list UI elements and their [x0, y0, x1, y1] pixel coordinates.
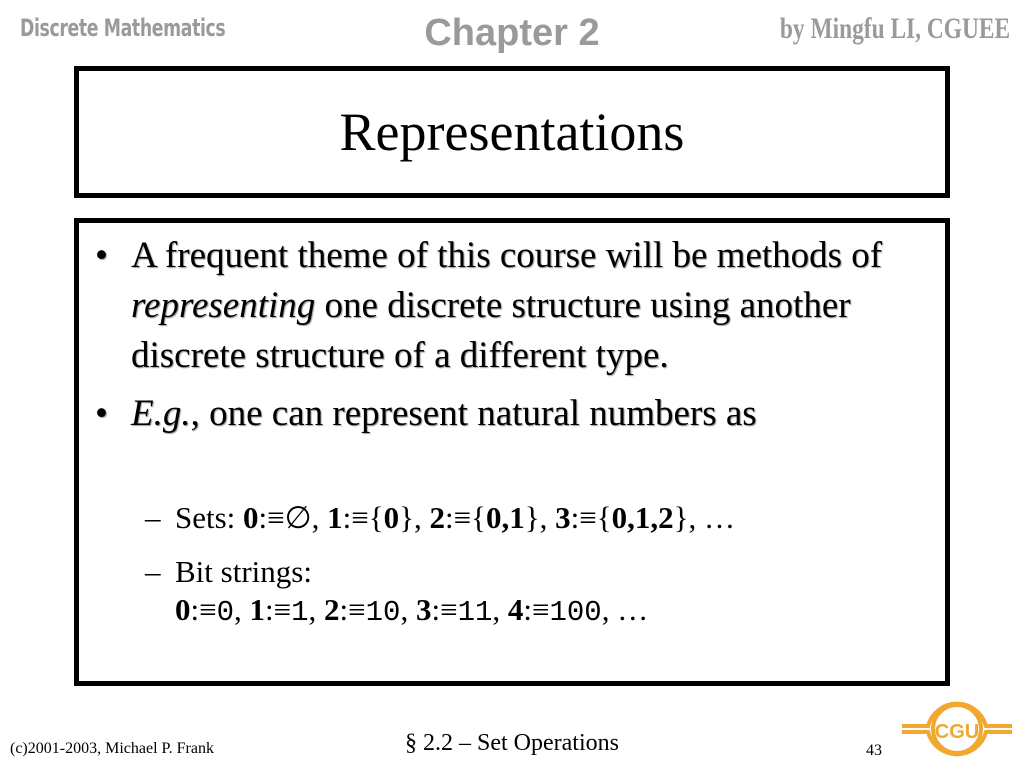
author-header: by Mingfu LI, CGUEE — [779, 12, 1010, 45]
logo-text: CGU — [934, 721, 980, 743]
chapter-header: Chapter 2 — [424, 12, 600, 54]
number-3: 3 — [555, 500, 571, 535]
slide-title: Representations — [339, 102, 685, 162]
equiv-sign: :≡ — [190, 592, 217, 627]
def-3-open: :≡{ — [570, 500, 612, 535]
bullet-emphasis: E.g. — [131, 393, 191, 434]
number-0: 0 — [243, 500, 259, 535]
number-1: 1 — [327, 500, 343, 535]
bullet-natural-numbers — [91, 389, 931, 439]
set-2-elements: 0,1 — [486, 500, 525, 535]
footer-section: § 2.2 – Set Operations — [405, 730, 619, 756]
cgu-logo-icon — [898, 686, 1016, 767]
bullet-icon: • — [95, 393, 108, 434]
dash-icon: – — [145, 554, 161, 589]
footer-copyright: (c)2001-2003, Michael P. Frank — [10, 740, 214, 757]
slide-title-box — [74, 66, 950, 198]
number-1: 1 — [249, 592, 266, 627]
separator: , — [234, 592, 250, 627]
bullet-icon: • — [95, 235, 108, 276]
separator: , … — [601, 592, 649, 627]
equiv-sign: :≡ — [265, 592, 292, 627]
bit-strings-definitions — [175, 591, 1015, 632]
number-2: 2 — [429, 500, 446, 535]
number-4: 4 — [507, 592, 524, 627]
bit-strings-label: Bit strings: — [175, 554, 312, 589]
def-2-close: }, — [524, 500, 556, 535]
bullet-text: one discrete structure using another discrete structure of a different type. — [131, 285, 851, 376]
course-title-header: Discrete Mathematics — [20, 14, 226, 42]
equiv-sign: :≡ — [431, 592, 458, 627]
set-1-elements: 0 — [383, 500, 400, 535]
bit-string-3: 11 — [457, 596, 493, 629]
def-0: :≡∅, — [258, 500, 328, 535]
number-2: 2 — [324, 592, 340, 627]
separator: , — [400, 592, 416, 627]
number-0: 0 — [175, 592, 191, 627]
def-3-close: }, … — [673, 500, 736, 535]
dash-icon: – — [145, 500, 161, 535]
set-3-elements: 0,1,2 — [611, 500, 674, 535]
separator: , — [308, 592, 325, 627]
bullet-list — [91, 231, 931, 447]
bit-string-1: 1 — [291, 596, 309, 629]
bit-string-0: 0 — [216, 596, 235, 629]
sets-label: Sets: — [175, 500, 244, 535]
bullet-text: A frequent theme of this course will be methods of — [131, 235, 883, 276]
separator: , — [492, 592, 508, 627]
bullet-emphasis: representing — [131, 285, 316, 326]
equiv-sign: :≡ — [339, 592, 366, 627]
def-1-close: }, — [399, 500, 430, 535]
equiv-sign: :≡ — [523, 592, 550, 627]
bullet-text: , one can represent natural numbers as — [190, 393, 757, 434]
sub-bullet-bit-strings — [91, 553, 1015, 632]
slide-content-box — [74, 218, 950, 686]
bit-string-2: 10 — [365, 596, 401, 629]
number-3: 3 — [415, 592, 432, 627]
bit-string-4: 100 — [549, 596, 602, 629]
sub-bullet-sets — [91, 499, 1015, 537]
def-2-open: :≡{ — [445, 500, 487, 535]
bullet-representing — [91, 231, 931, 381]
def-1-open: :≡{ — [342, 500, 384, 535]
page-number: 43 — [866, 742, 882, 759]
